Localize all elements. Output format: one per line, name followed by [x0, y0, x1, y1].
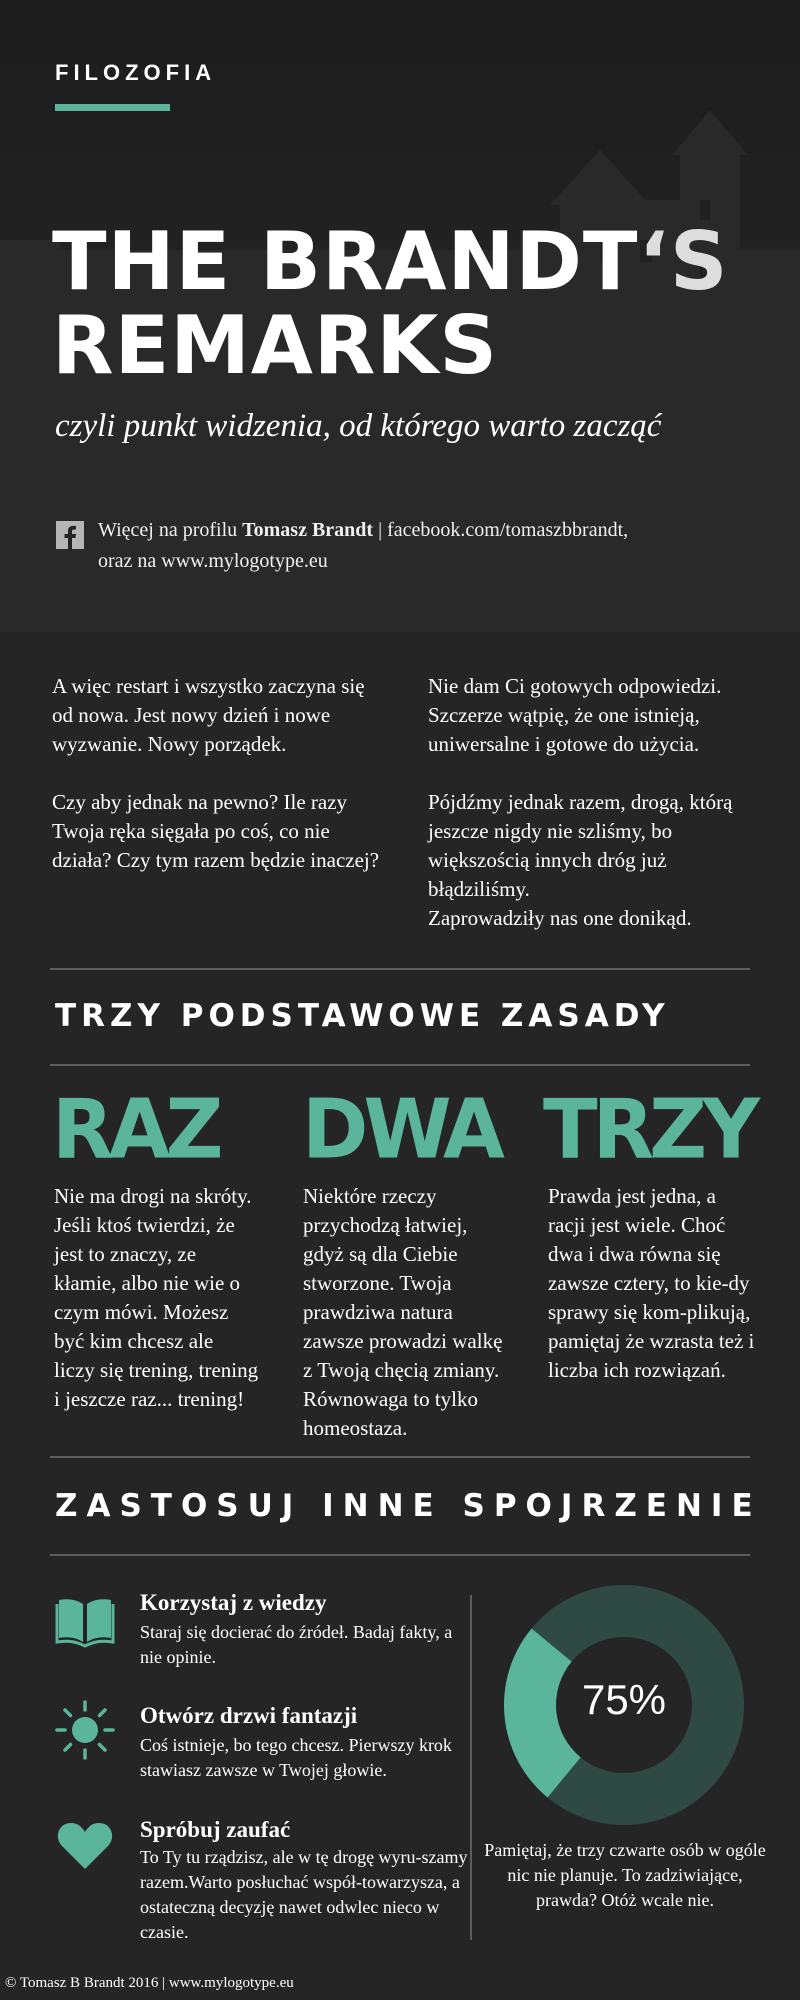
- page-title: [52, 215, 752, 392]
- footer-copyright: © Tomasz B Brandt 2016 | www.mylogotype.eu: [5, 1975, 294, 1991]
- principle-word-trzy: TRZY: [543, 1082, 756, 1177]
- divider: [50, 1064, 750, 1066]
- title-main: THE BRANDT: [52, 215, 639, 308]
- intro-right-column: [428, 672, 758, 962]
- stat-value-label: 75%: [581, 1676, 667, 1723]
- intro-paragraph: Zaprowadziły nas one donikąd.: [428, 906, 692, 930]
- intro-left-column: [52, 672, 382, 904]
- book-icon: [55, 1590, 115, 1650]
- intro-paragraph: Pójdźmy jednak razem, drogą, którą jeszcze nigdy nie szliśmy, bo większością innych dróg już błądziliśmy.: [428, 790, 733, 901]
- profile-facebook-link[interactable]: | facebook.com/tomaszbbrandt,: [373, 519, 629, 541]
- divider: [50, 1554, 750, 1556]
- page-subtitle: czyli punkt widzenia, od którego warto zacząć: [55, 408, 662, 444]
- tip-text: Staraj się docierać do źródeł. Badaj fakty, a nie opinie.: [140, 1622, 453, 1667]
- heart-icon: [55, 1815, 115, 1875]
- principle-word-raz: RAZ: [52, 1082, 219, 1177]
- tip-text: To Ty tu rządzisz, ale w tę drogę wyru-szamy razem.Warto posłuchać współ-towarzysza, a ostateczną decyzję nawet odwlec nieco w czasie.: [140, 1847, 468, 1942]
- facebook-icon[interactable]: [56, 521, 84, 549]
- perspective-heading: ZASTOSUJ INNE SPOJRZENIE: [55, 1488, 762, 1524]
- tip-title: Otwórz drzwi fantazji: [140, 1703, 358, 1728]
- intro-paragraph: A więc restart i wszystko zaczyna się od nowa. Jest nowy dzień i nowe wyzwanie. Nowy porządek.: [52, 674, 365, 756]
- divider: [50, 1456, 750, 1458]
- intro-paragraph: Nie dam Ci gotowych odpowiedzi. Szczerze wątpię, że one istnieją, uniwersalne i gotowe do użycia.: [428, 674, 722, 756]
- profile-website-link[interactable]: oraz na www.mylogotype.eu: [98, 550, 328, 572]
- hero-section: [0, 0, 800, 632]
- principle-text-dwa: Niektóre rzeczy przychodzą łatwiej, gdyż są dla Ciebie stworzone. Twoja prawdziwa natura zawsze prowadzi walkę z Twoją chęcią zmiany. Równowaga to tylko homeostaza.: [303, 1184, 503, 1440]
- sun-icon: [55, 1700, 115, 1760]
- intro-paragraph: Czy aby jednak na pewno? Ile razy Twoja ręka sięgała po coś, co nie działa? Czy tym razem będzie inaczej?: [52, 790, 380, 872]
- title-line2: REMARKS: [52, 299, 498, 392]
- principle-text-trzy: Prawda jest jedna, a racji jest wiele. Choć dwa i dwa równa się zawsze cztery, to kie-dy sprawy się kom-plikują, pamiętaj że wzrasta też i liczba ich rozwiązań.: [548, 1184, 755, 1382]
- divider: [50, 968, 750, 970]
- vertical-divider: [470, 1595, 472, 1940]
- principles-heading: TRZY PODSTAWOWE ZASADY: [55, 998, 670, 1034]
- profile-name[interactable]: Tomasz Brandt: [242, 519, 374, 541]
- tip-text: Coś istnieje, bo tego chcesz. Pierwszy krok stawiasz zawsze w Twojej głowie.: [140, 1735, 452, 1780]
- profile-prefix: Więcej na profilu: [98, 519, 243, 541]
- tip-title: Spróbuj zaufać: [140, 1817, 291, 1842]
- accent-bar: [55, 104, 170, 111]
- facebook-f-glyph: [56, 521, 84, 549]
- stat-caption: Pamiętaj, że trzy czwarte osób w ogóle nic nie planuje. To zadziwiające, prawda? Otóż wcale nie.: [484, 1840, 766, 1910]
- title-apostrophe: ‘S: [638, 215, 729, 308]
- section-label: FILOZOFIA: [55, 60, 217, 85]
- profile-info: [98, 515, 738, 577]
- tip-title: Korzystaj z wiedzy: [140, 1590, 327, 1615]
- principle-word-dwa: DWA: [302, 1082, 500, 1177]
- principle-text-raz: Nie ma drogi na skróty. Jeśli ktoś twierdzi, że jest to znaczy, ze kłamie, albo nie wie o czym mówi. Możesz być kim chcesz ale liczy się trening, trening i jeszcze raz... trening!: [54, 1184, 259, 1411]
